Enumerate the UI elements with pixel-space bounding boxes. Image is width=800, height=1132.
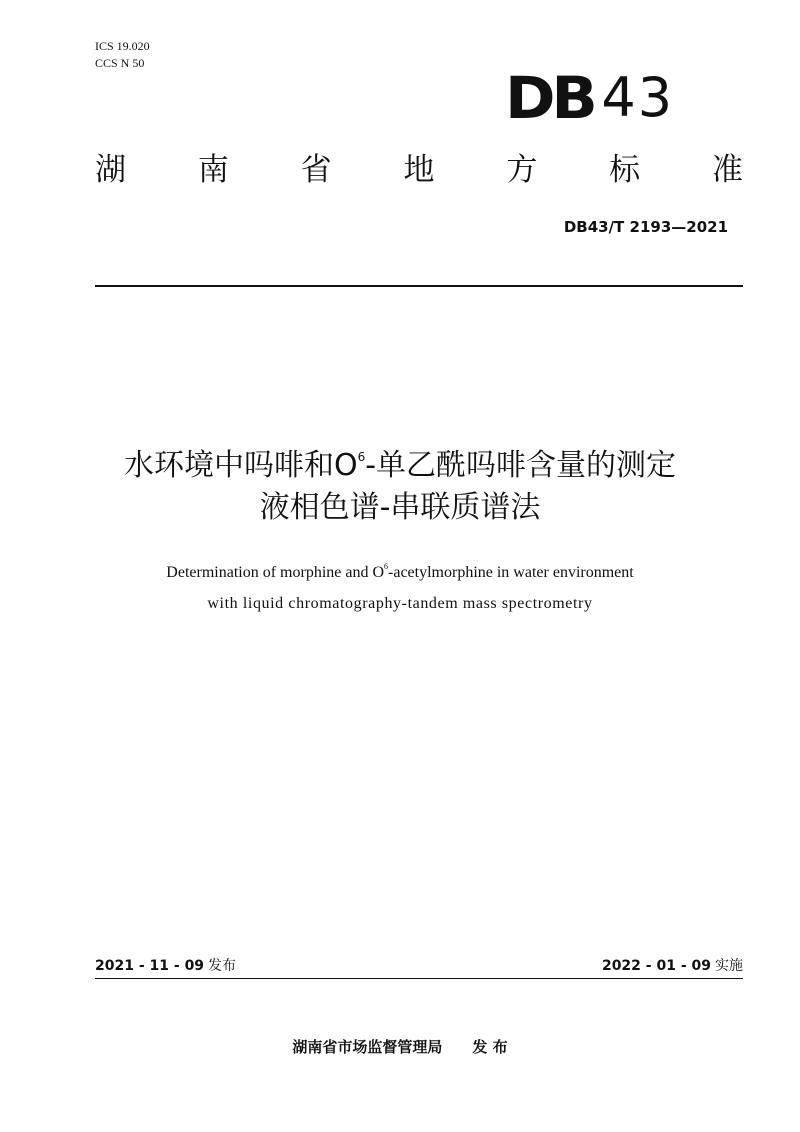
db-logo-mark: DB [505,64,594,132]
standard-type-char: 标 [609,152,641,188]
effective-date-block [602,956,743,976]
title-en-part: Determination of morphine and O [166,564,385,581]
standard-type-char: 地 [403,152,435,188]
classification-codes [95,38,150,72]
title-cn-part: -单乙酰吗啡含量的测定 [365,448,677,483]
issue-date: 2021 - 11 - 09 [95,958,205,974]
standard-type-char: 准 [711,152,743,188]
issuer-name: 湖南省市场监督管理局 [292,1038,443,1056]
issuer-action: 发 布 [472,1038,508,1056]
title-en-part: -acetylmorphine in water environment [388,564,634,581]
standard-type [95,148,743,192]
title-en-superscript: 6 [384,562,389,571]
title-en-line2: with liquid chromatography-tandem mass spectrometry [207,595,593,612]
db-logo [505,64,675,132]
title-en-line1 [0,556,800,584]
date-row [95,956,743,976]
footer-divider [95,978,743,979]
header-divider [95,285,743,287]
db-logo-number: 43 [601,66,675,129]
standard-type-char: 省 [300,152,332,188]
effective-date: 2022 - 01 - 09 [601,958,711,974]
issue-label: 发布 [208,958,237,974]
standard-type-char: 方 [506,152,538,188]
ccs-code: CCS N 50 [95,56,145,70]
standard-type-char: 南 [197,152,229,188]
standard-type-char: 湖 [95,152,126,188]
issue-date-block [95,956,236,976]
title-cn-line1 [0,437,800,486]
issuer-line [0,1036,800,1058]
title-cn-superscript: 6 [357,450,366,464]
title-cn-line2: 液相色谱-串联质谱法 [259,490,541,525]
effective-label: 实施 [715,958,743,974]
standard-number: DB43/T 2193—2021 [563,218,728,236]
ics-code: ICS 19.020 [95,39,150,53]
title-cn-part: 水环境中吗啡和O [123,448,358,483]
